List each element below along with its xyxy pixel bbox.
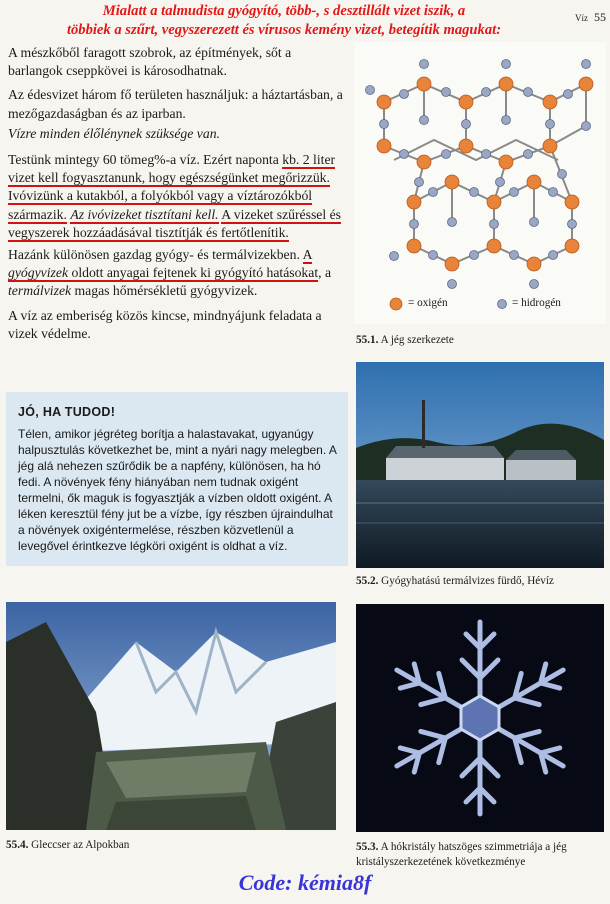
- page-number: [520, 10, 606, 25]
- ice-structure-figure: [354, 42, 606, 324]
- heviz-photo-illustration: [356, 362, 604, 568]
- oxygen-legend-icon: [390, 298, 402, 310]
- banner-line-1: Mialatt a talmudista gyógyító, több-, s desztillált vizet iszik, a: [102, 3, 466, 19]
- paragraph-5-g: magas hőmérsékletű gyógyvizek.: [71, 283, 258, 299]
- glacier-photo-illustration: [6, 602, 336, 830]
- highlight-purify: Az ivóvizeket tisztítani kell.: [70, 206, 219, 222]
- legend-hydrogen: = hidrogén: [512, 297, 561, 309]
- caption-55-3-text: A hókristály hatszöges szimmetriája a jég kristályszerkezetének következménye: [356, 841, 567, 868]
- caption-55-3: [356, 840, 604, 869]
- hydrogen-atoms: [366, 60, 591, 289]
- caption-55-1: [356, 333, 454, 348]
- paragraph-5-a: Hazánk különösen gazdag gyógy- és termálvizekben.: [8, 247, 303, 263]
- paragraph-6: A víz az emberiség közös kincse, mindnyájunk feladata a vizek védelme.: [8, 307, 322, 341]
- term-gyogyvizek: gyógyvizek: [8, 265, 69, 281]
- caption-55-4-text: Gleccser az Alpokban: [31, 839, 130, 851]
- snowflake-illustration: [356, 604, 604, 832]
- paragraph-5: [8, 246, 346, 301]
- page-number-value: 55: [594, 10, 606, 24]
- paragraph-5-d: oldott anyagai fejtenek ki gyógyító hatásokat: [68, 265, 319, 281]
- main-text: [8, 44, 346, 343]
- banner-line-2: többiek a szűrt, vegyszerezett és vírusos kemény vizet, betegítik magukat:: [66, 22, 502, 38]
- snowflake-photo: [356, 604, 604, 832]
- did-you-know-box: [6, 392, 348, 566]
- caption-55-2: [356, 574, 554, 589]
- note-body: Télen, amikor jégréteg borítja a halastavakat, ugyanúgy halpusztulás következhet be, mint a nyári nagy melegben. A jég alá nehezen szűrődik be a napfény, különösen, ha hó fedi. A növények fény hiányában nem tudnak oxigént termelni, ők maguk is fogyasztják a vízben oldott oxigént. A léken keresztül fény jut be a vízbe, így részben újraindulhat a növények oxigéntermelése, részben közvetlenül a levegővel érintkezve légköri oxigént is oldhat a víz.: [18, 427, 337, 553]
- caption-55-4: [6, 838, 129, 853]
- highlight-filtering: A vizeket szűréssel és vegyszerek hozzáadásával tisztítják és fertőtlenítik.: [8, 206, 341, 240]
- heviz-photo: [356, 362, 604, 568]
- glacier-photo: [6, 602, 336, 830]
- paragraph-3: Vízre minden élőlénynek szüksége van.: [8, 125, 220, 141]
- term-termalvizek: termálvizek: [8, 283, 72, 299]
- highlight-water-intake: kb. 2 liter vizet kell fogyasztanunk, hogy egészségünket megőrizzük.: [8, 152, 336, 186]
- page-label: Víz: [575, 13, 588, 23]
- ice-lattice-diagram: [354, 42, 606, 324]
- paragraph-5-b: A: [302, 247, 312, 263]
- hydrogen-bonds: [384, 84, 586, 264]
- caption-55-4-num: 55.4.: [6, 839, 29, 851]
- caption-55-3-num: 55.3.: [356, 841, 379, 853]
- paragraph-2: Az édesvizet három fő területen használjuk: a háztartásban, a mezőgazdaságban és az iparban.: [8, 87, 343, 121]
- caption-55-1-num: 55.1.: [356, 334, 379, 346]
- hydrogen-legend-icon: [498, 300, 507, 309]
- paragraph-1: A mészkőből faragott szobrok, az építmények, sőt a barlangok cseppkövei is károsodhatnak.: [8, 45, 292, 79]
- paragraph-4: [8, 151, 346, 242]
- caption-55-2-text: Gyógyhatású termálvizes fürdő, Hévíz: [381, 575, 554, 587]
- caption-55-1-text: A jég szerkezete: [380, 334, 454, 346]
- code-label: Code: kémia8f: [238, 870, 372, 895]
- note-title: JÓ, HA TUDOD!: [18, 405, 116, 419]
- caption-55-2-num: 55.2.: [356, 575, 379, 587]
- paragraph-5-e: , a: [318, 265, 332, 281]
- legend-oxygen: = oxigén: [408, 297, 448, 309]
- paragraph-4-a: Testünk mintegy 60 tömeg%-a víz. Ezért naponta: [8, 152, 283, 168]
- highlight-water-source: Ivóvizünk a kutakból, a folyókból vagy a víztározókból származik.: [8, 188, 313, 222]
- banner-annotation: [4, 2, 564, 40]
